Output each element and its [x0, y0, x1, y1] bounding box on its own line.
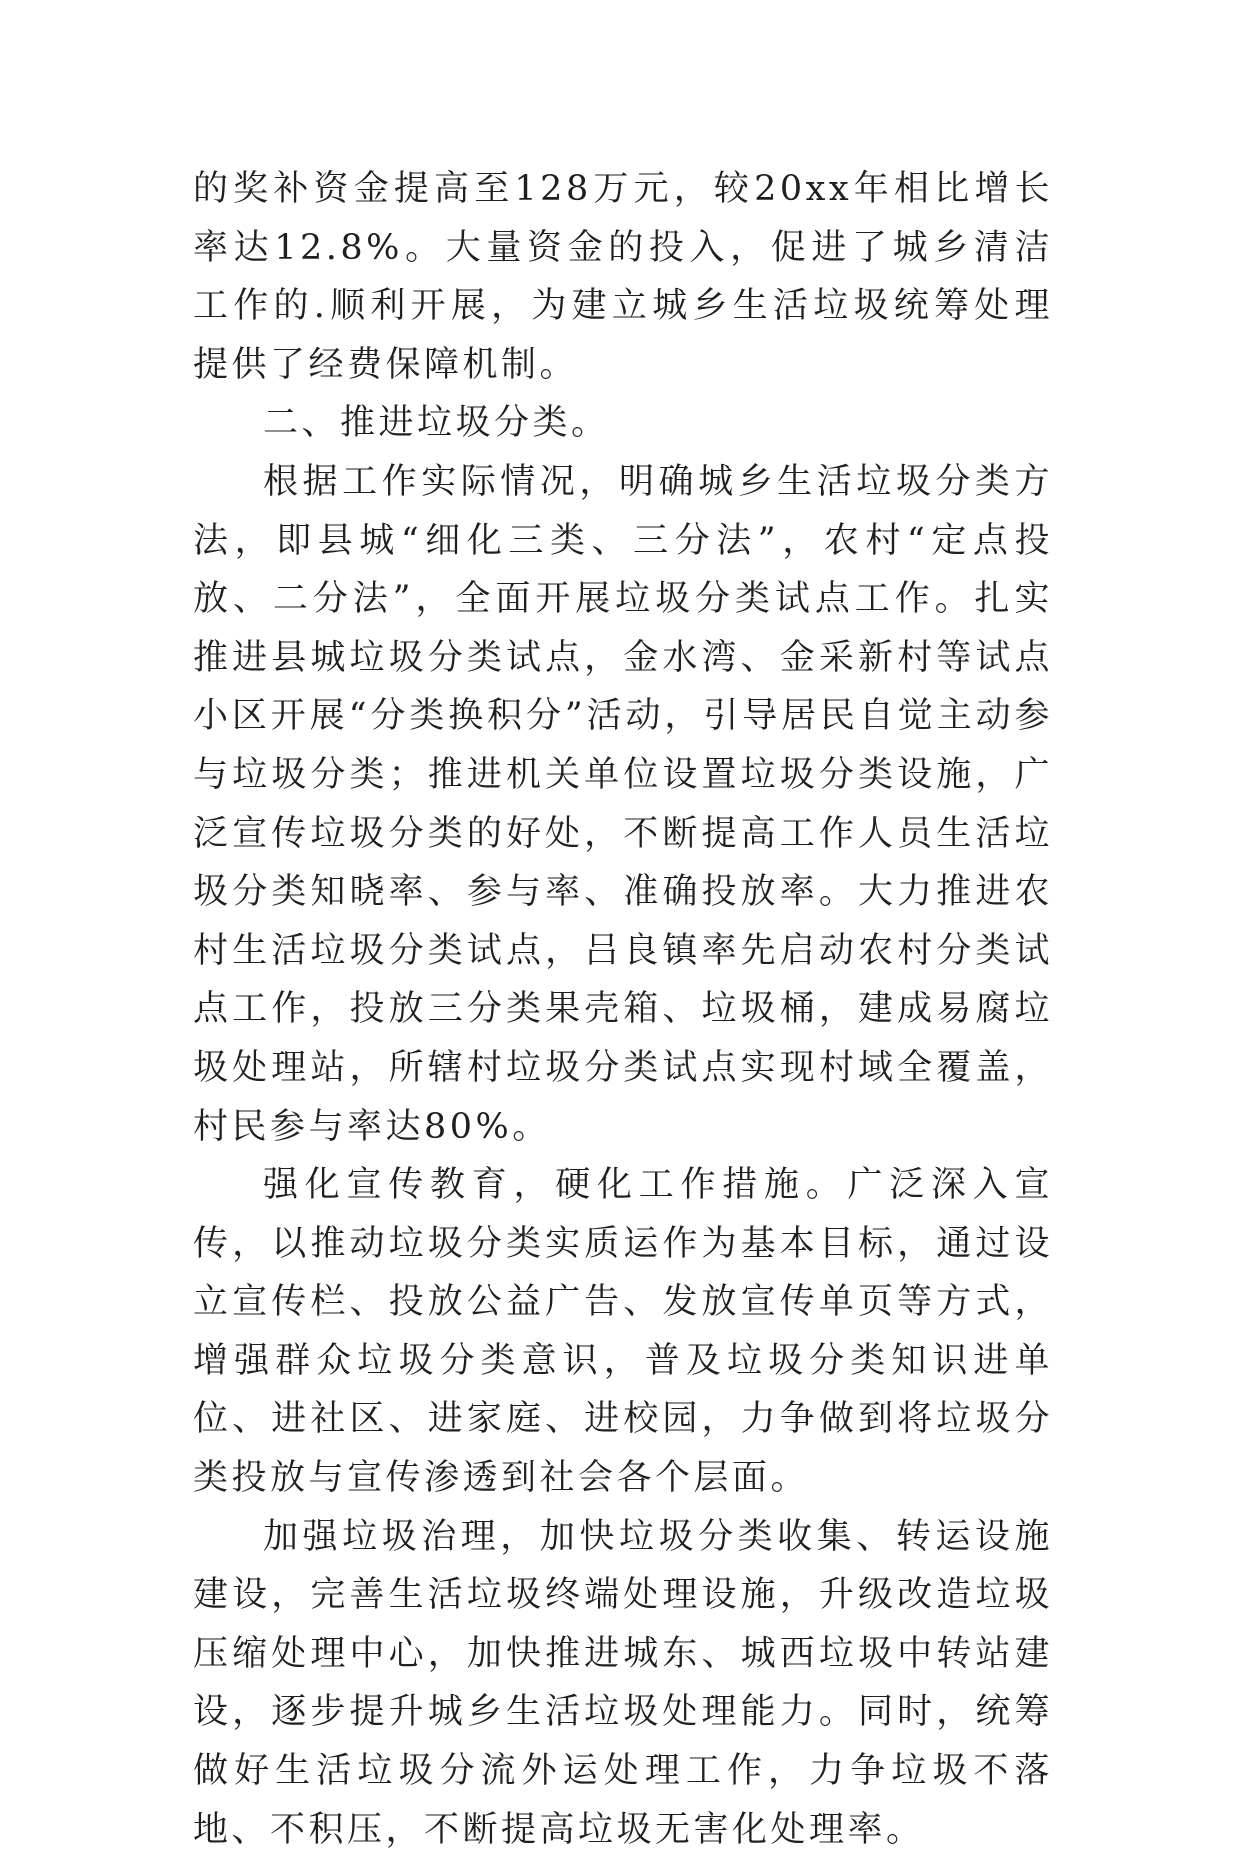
paragraph-waste-treatment: 加强垃圾治理，加快垃圾分类收集、转运设施建设，完善生活垃圾终端处理设施，升级改造垃圾压缩处理中心，加快推进城东、城西垃圾中转站建设，逐步提升城乡生活垃圾处理能力。同时，统筹做好生活垃圾分流外运处理工作，力争垃圾不落地、不积压，不断提高垃圾无害化处理率。: [193, 1516, 1053, 1850]
paragraph-sorting-methods: 根据工作实际情况，明确城乡生活垃圾分类方法，即县城“细化三类、三分法”，农村“定点投放、二分法”，全面开展垃圾分类试点工作。扎实推进县城垃圾分类试点，金水湾、金采新村等试点小区开展“分类换积分”活动，引导居民自觉主动参与垃圾分类；推进机关单位设置垃圾分类设施，广泛宣传垃圾分类的好处，不断提高工作人员生活垃圾分类知晓率、参与率、准确投放率。大力推进农村生活垃圾分类试点，吕良镇率先启动农村分类试点工作，投放三分类果壳箱、垃圾桶，建成易腐垃圾处理站，所辖村垃圾分类试点实现村域全覆盖，村民参与率达80%。: [193, 461, 1053, 1147]
document-body: [193, 160, 1053, 1859]
paragraph-continued-funding: 的奖补资金提高至128万元，较20xx年相比增长率达12.8%。大量资金的投入，促进了城乡清洁工作的.顺利开展，为建立城乡生活垃圾统筹处理提供了经费保障机制。: [193, 169, 1053, 385]
paragraph-publicity-education: 强化宣传教育，硬化工作措施。广泛深入宣传，以推动垃圾分类实质运作为基本目标，通过设立宣传栏、投放公益广告、发放宣传单页等方式，增强群众垃圾分类意识，普及垃圾分类知识进单位、进社区、进家庭、进校园，力争做到将垃圾分类投放与宣传渗透到社会各个层面。: [193, 1165, 1053, 1499]
section-heading-waste-sorting: 二、推进垃圾分类。: [263, 403, 610, 444]
